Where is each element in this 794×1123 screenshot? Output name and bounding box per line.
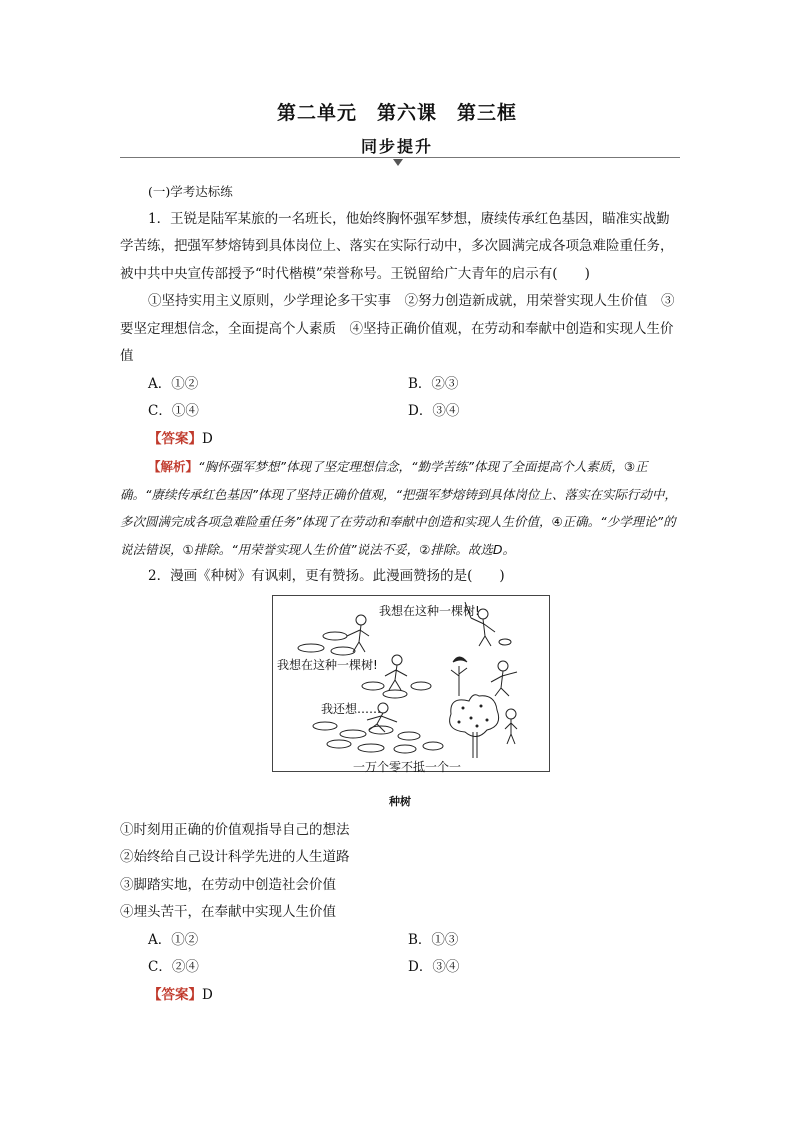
q2-statement-4: ④埋头苦干，在奉献中实现人生价值 <box>120 904 336 920</box>
q2-answer-value: D <box>202 986 213 1003</box>
q2-option-c: C．②④ <box>148 959 199 975</box>
q2-stem: 2．漫画《种树》有讽刺，更有赞扬。此漫画赞扬的是( ) <box>148 568 505 584</box>
section-label: (一)学考达标练 <box>148 184 233 199</box>
q2-statement-3: ③脚踏实地，在劳动中创造社会价值 <box>120 876 336 893</box>
q1-statements: ①坚持实用主义原则，少学理论多干实事 ②努力创造新成就，用荣誉实现人生价值 ③要坚定理想信念，全面提高个人素质 ④坚持正确价值观，在劳动和奉献中创造和实现人生价值 <box>120 293 675 364</box>
figure-caption: 种树 <box>389 794 411 808</box>
q2-answer <box>120 982 680 1010</box>
q1-option-b: B．②③ <box>408 375 459 392</box>
q1-options-row-1 <box>120 371 680 399</box>
q2-statement-1: ①时刻用正确的价值观指导自己的想法 <box>120 821 350 838</box>
q2-option-d: D．③④ <box>408 959 460 975</box>
q1-analysis-label: 【解析】 <box>148 459 199 474</box>
cartoon-caption-bottom: 一万个零不抵一个一 <box>353 759 462 774</box>
q1-stem: 1．王锐是陆军某旅的一名班长，他始终胸怀强军梦想，赓续传承红色基因，瞄准实战勤学苦练，把强军梦熔铸到具体岗位上、落实在实际行动中，多次圆满完成各项急难险重任务，被中共中央宣传部授予“时代楷模”荣誉称号。王锐留给广大青年的启示有( ) <box>120 210 674 282</box>
page-subtitle: 同步提升 <box>360 137 433 156</box>
q1-options-row-2 <box>120 398 680 426</box>
triangle-down-icon <box>393 159 403 166</box>
q2-option-b: B．①③ <box>408 931 459 948</box>
q2-figure-area <box>120 591 680 791</box>
q2-options-row-2 <box>120 954 680 982</box>
q1-option-d: D．③④ <box>408 403 460 419</box>
cartoon-caption-middle: 我想在这种一棵树! <box>277 657 378 672</box>
document-body <box>120 178 680 1009</box>
q1-answer-label: 【答案】 <box>148 430 202 447</box>
q2-answer-label: 【答案】 <box>148 986 202 1003</box>
q1-answer <box>120 426 680 454</box>
page-title: 第二单元 第六课 第三框 <box>276 102 517 124</box>
q1-option-c: C．①④ <box>148 403 199 419</box>
q2-option-a: A．①② <box>148 931 199 948</box>
q2-options-row-1 <box>120 927 680 955</box>
q2-statement-2: ②始终给自己设计科学先进的人生道路 <box>120 849 350 865</box>
q1-analysis-text: “胸怀强军梦想”体现了坚定理想信念，“勤学苦练”体现了全面提高个人素质，③正确。“赓续传承红色基因”体现了坚持正确价值观，“把强军梦熔铸到具体岗位上、落实在实际行动中，多次圆满完成各项急难险重任务”体现了在劳动和奉献中创造和实现人生价值，④正确。“少学理论”的说法错误，①排除。“用荣誉实现人生价值”说法不妥，②排除。故选D。 <box>120 459 677 557</box>
cartoon-caption-top: 我想在这种一棵树! <box>379 603 480 618</box>
q1-option-a: A．①② <box>148 375 199 392</box>
cartoon-figure <box>272 595 550 772</box>
title-divider <box>120 157 680 158</box>
q1-answer-value: D <box>202 430 213 447</box>
q1-analysis <box>120 453 680 563</box>
cartoon-caption-low: 我还想…… <box>321 701 382 716</box>
